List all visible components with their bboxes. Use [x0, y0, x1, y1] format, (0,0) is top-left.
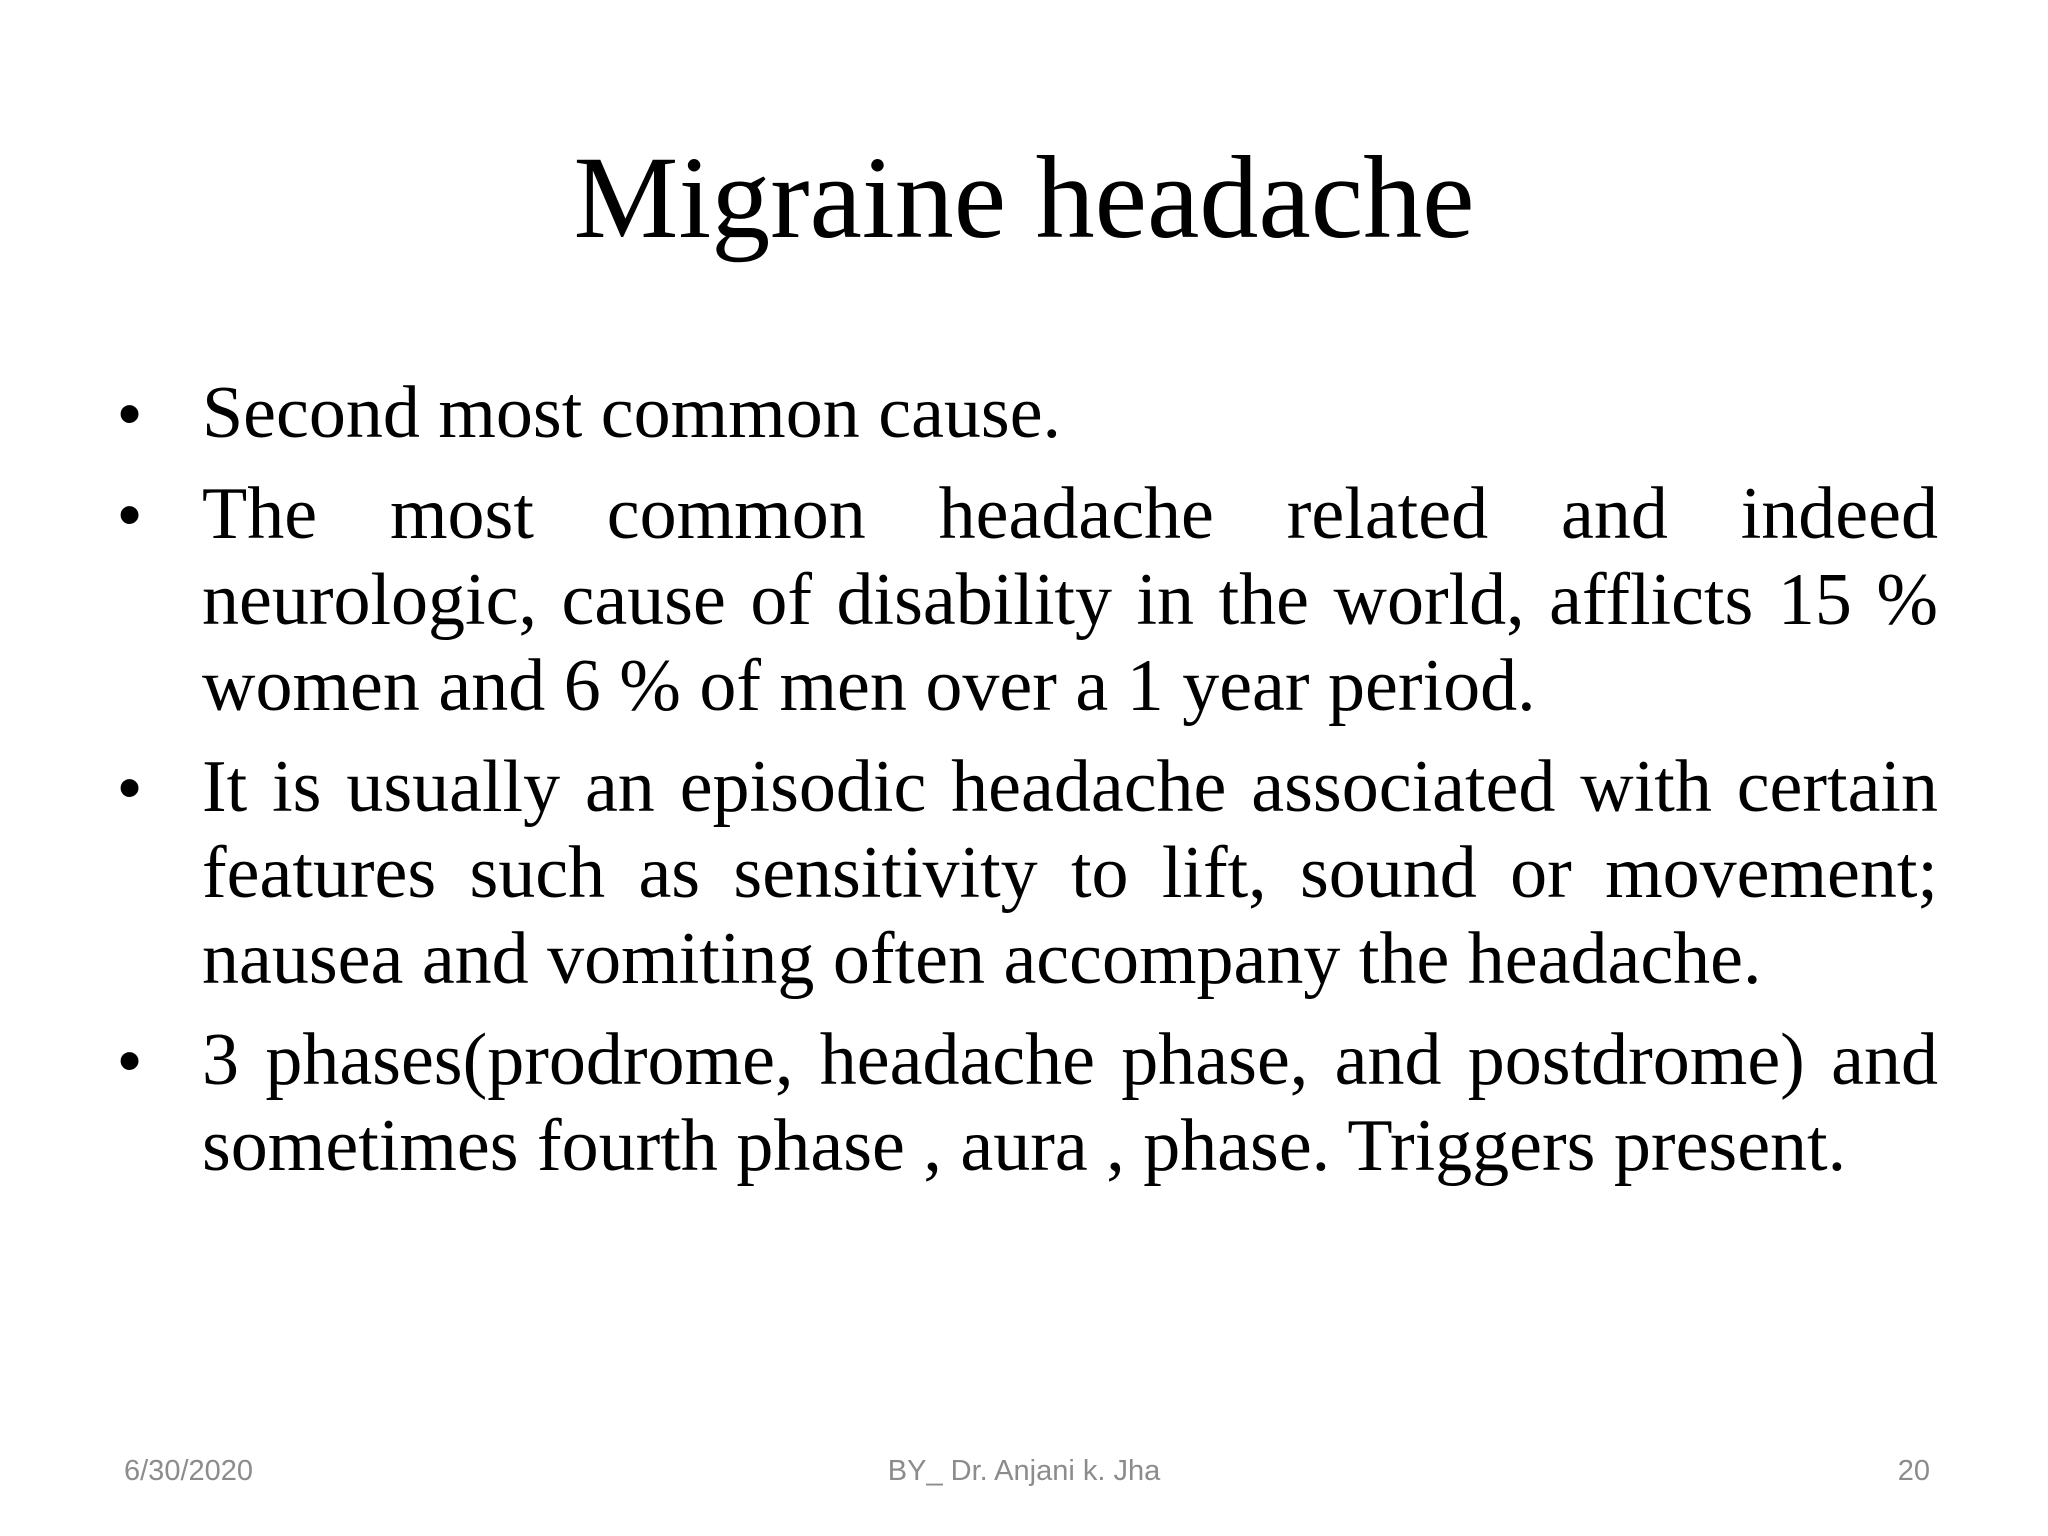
footer-author: BY_ Dr. Anjani k. Jha — [887, 1455, 1161, 1487]
bullet-text: The most common headache related and indeed neurologic, cause of disability in the world, afflicts 15 % women and 6 % of men over a 1 year period. — [202, 473, 1938, 727]
bullet-text: Second most common cause. — [202, 372, 1062, 454]
slide-title: Migraine headache — [573, 132, 1475, 263]
bullet-icon: • — [118, 750, 142, 824]
bullet-text: 3 phases(prodrome, headache phase, and postdrome) and sometimes fourth phase , aura , phase. Triggers present. — [202, 1019, 1938, 1187]
page-number: 20 — [1897, 1455, 1930, 1487]
bullet-item — [118, 744, 1938, 1002]
bullet-item — [118, 1017, 1938, 1189]
bullet-text: It is usually an episodic headache associated with certain features such as sensitivity to lift, sound or movement; nausea and vomiting often accompany the headache. — [202, 746, 1938, 1000]
bullet-icon: • — [118, 1023, 142, 1097]
bullet-icon: • — [118, 477, 142, 551]
bullet-icon: • — [118, 376, 142, 450]
bullet-item — [118, 370, 1938, 456]
bullet-item — [118, 471, 1938, 729]
footer-date: 6/30/2020 — [124, 1455, 254, 1487]
bullet-list — [118, 370, 1938, 1204]
